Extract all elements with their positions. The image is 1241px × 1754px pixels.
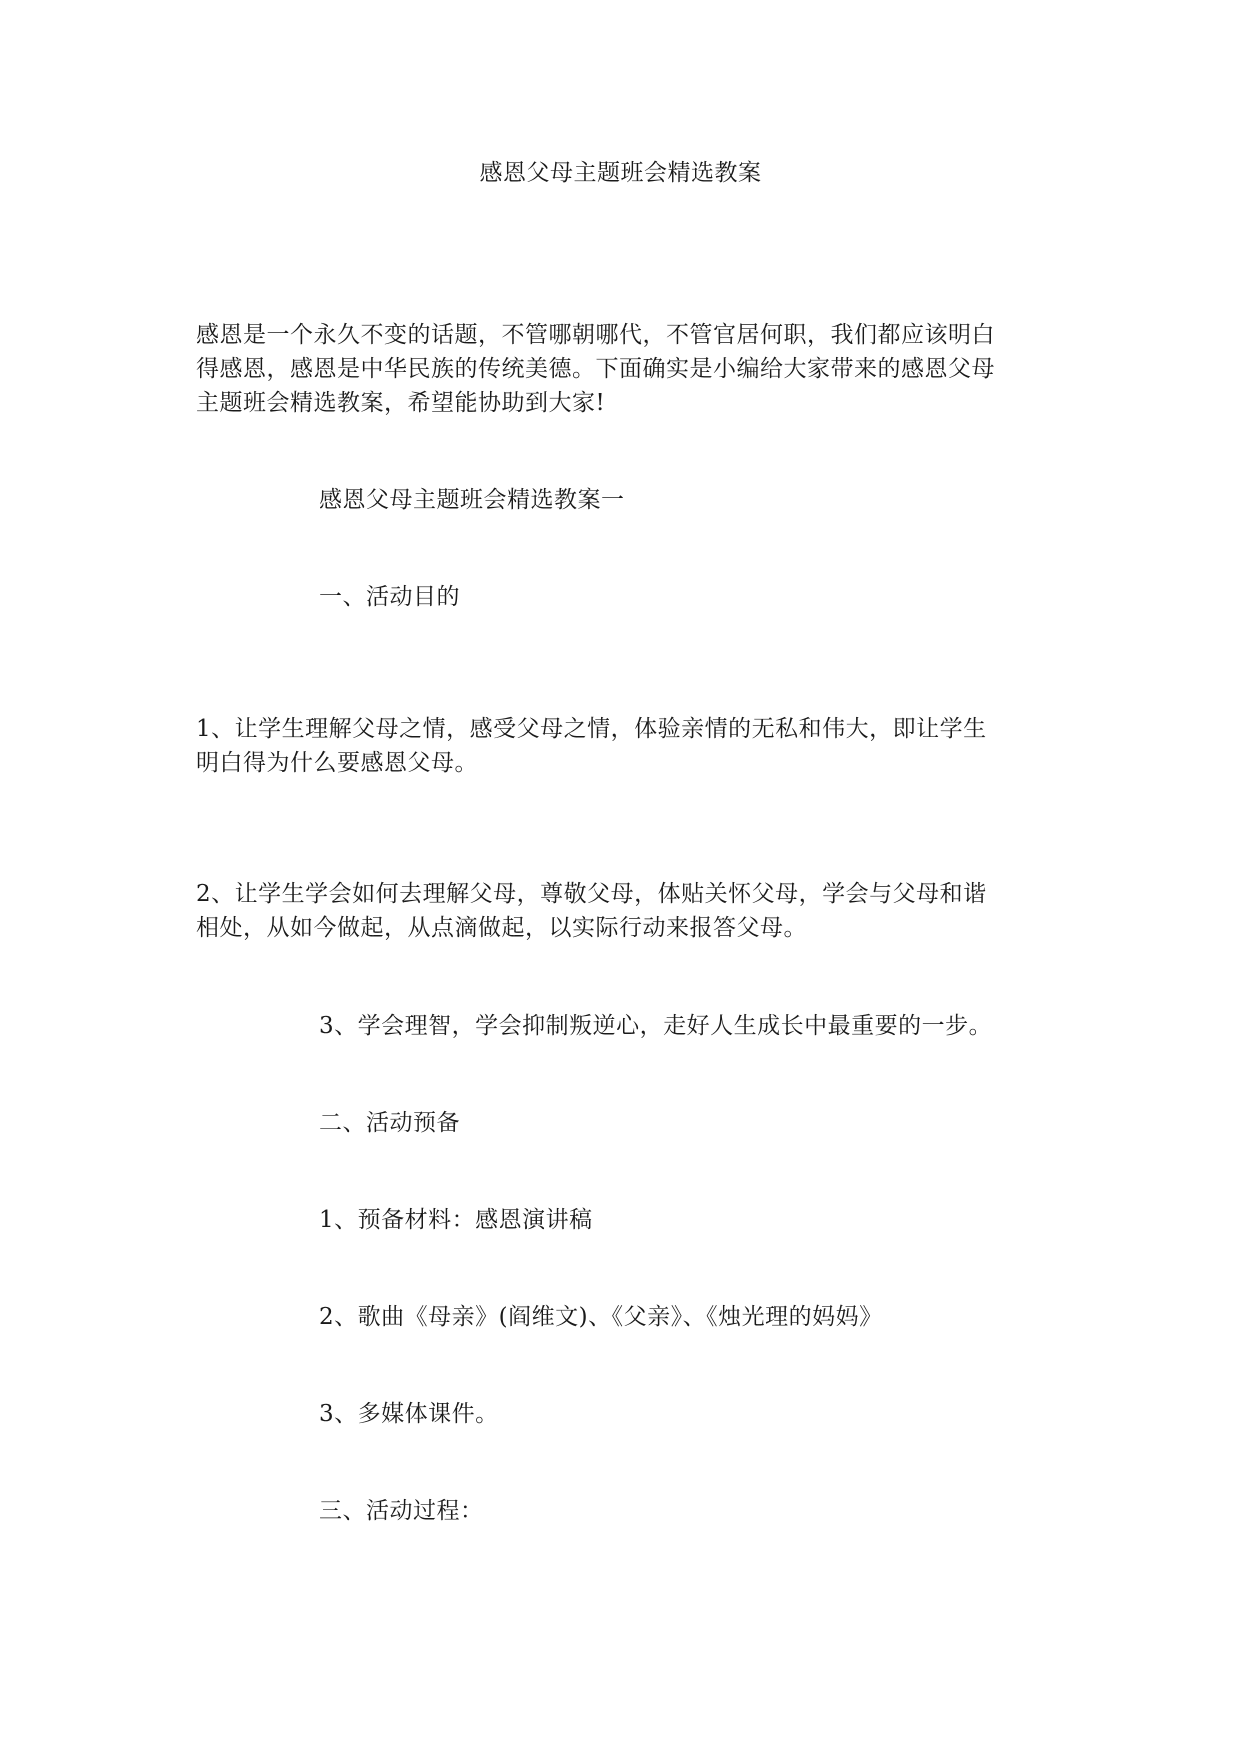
- document-title: 感恩父母主题班会精选教案: [479, 160, 762, 186]
- intro-line-2: 得感恩，感恩是中华民族的传统美德。下面确实是小编给大家带来的感恩父母: [196, 356, 995, 382]
- part1-item2-line-1: 2、让学生学会如何去理解父母，尊敬父母，体贴关怀父母，学会与父母和谐: [196, 881, 987, 907]
- part2-item1: 1、预备材料：感恩演讲稿: [319, 1207, 593, 1233]
- part1-item3: 3、学会理智，学会抑制叛逆心，走好人生成长中最重要的一步。: [319, 1013, 993, 1039]
- part2-heading: 二、活动预备: [319, 1110, 460, 1136]
- part1-item1-line-2: 明白得为什么要感恩父母。: [196, 750, 478, 776]
- intro-line-1: 感恩是一个永久不变的话题，不管哪朝哪代，不管官居何职，我们都应该明白: [196, 322, 995, 348]
- part2-item3: 3、多媒体课件。: [319, 1401, 499, 1427]
- part1-heading: 一、活动目的: [319, 584, 460, 610]
- part1-item1-line-1: 1、让学生理解父母之情，感受父母之情，体验亲情的无私和伟大，即让学生: [196, 716, 987, 742]
- part2-item2: 2、歌曲《母亲》(阎维文)、《父亲》、《烛光理的妈妈》: [319, 1304, 883, 1330]
- part3-heading: 三、活动过程：: [319, 1498, 484, 1524]
- section-heading: 感恩父母主题班会精选教案一: [319, 487, 625, 513]
- intro-line-3: 主题班会精选教案，希望能协助到大家!: [196, 390, 606, 416]
- part1-item2-line-2: 相处，从如今做起，从点滴做起，以实际行动来报答父母。: [196, 915, 807, 941]
